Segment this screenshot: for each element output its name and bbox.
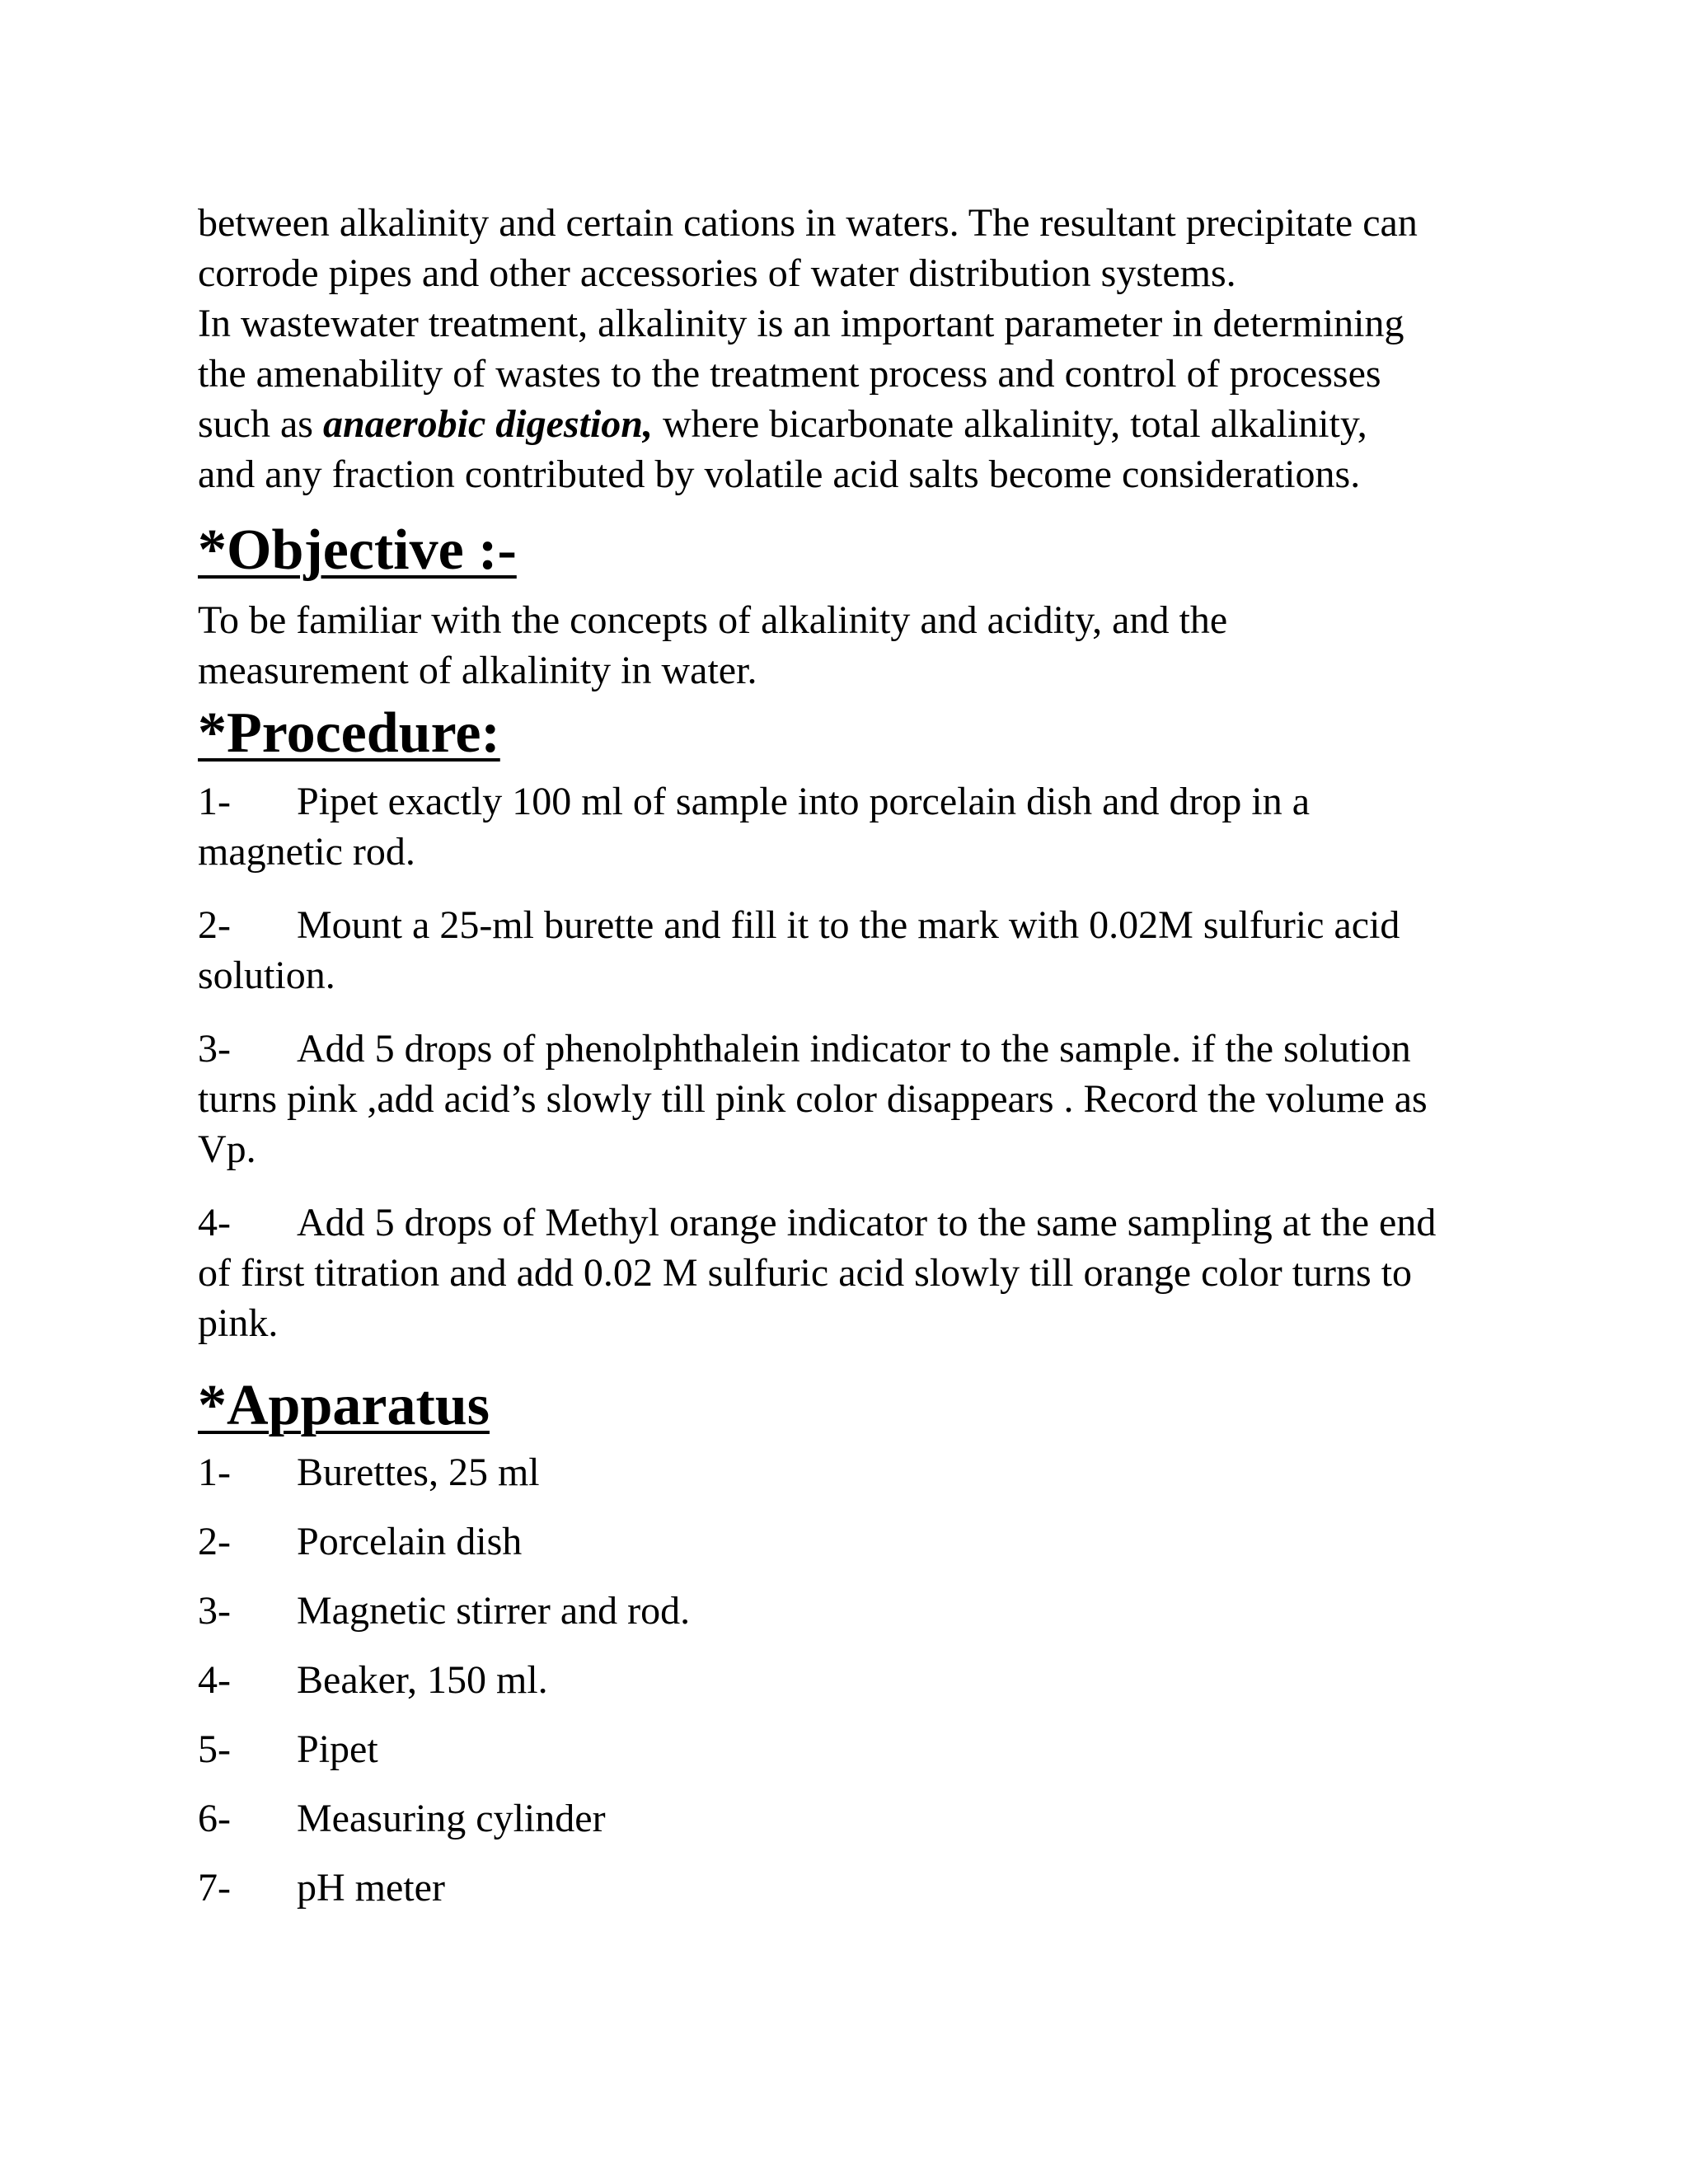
intro-line: and any fraction contributed by volatile acid salts become considerations. <box>198 452 1361 496</box>
procedure-step <box>198 1024 1517 1174</box>
step-text: turns pink ,add acid’s slowly till pink color disappears . Record the volume as <box>198 1077 1428 1121</box>
intro-line: In wastewater treatment, alkalinity is an important parameter in determining <box>198 302 1404 345</box>
item-number: 2- <box>198 1520 231 1563</box>
procedure-steps <box>198 776 1517 1348</box>
step-text: solution. <box>198 954 335 997</box>
item-text: Beaker, 150 ml. <box>297 1658 548 1702</box>
intro-line: the amenability of wastes to the treatment process and control of processes <box>198 352 1381 396</box>
item-text: Pipet <box>297 1727 378 1771</box>
objective-line: measurement of alkalinity in water. <box>198 649 757 692</box>
item-number: 6- <box>198 1797 231 1840</box>
emphasis-term: anaerobic digestion, <box>322 402 653 446</box>
item-text: pH meter <box>297 1866 445 1910</box>
step-text: magnetic rod. <box>198 830 415 874</box>
item-number: 4- <box>198 1658 231 1702</box>
apparatus-item <box>198 1724 1517 1774</box>
step-number: 3- <box>198 1027 231 1071</box>
step-text: Add 5 drops of Methyl orange indicator to the same sampling at the end <box>297 1201 1437 1244</box>
objective-paragraph <box>198 595 1517 696</box>
procedure-heading: *Procedure: <box>198 701 500 765</box>
objective-heading: *Objective :- <box>198 518 517 582</box>
procedure-step <box>198 900 1517 1001</box>
item-number: 3- <box>198 1589 231 1633</box>
intro-line-prefix: such as <box>198 402 323 446</box>
apparatus-item <box>198 1655 1517 1705</box>
step-text: of first titration and add 0.02 M sulfuric acid slowly till orange color turns to <box>198 1251 1413 1295</box>
step-number: 1- <box>198 780 231 823</box>
apparatus-item <box>198 1516 1517 1567</box>
procedure-step <box>198 1197 1517 1348</box>
apparatus-item <box>198 1863 1517 1913</box>
item-number: 5- <box>198 1727 231 1771</box>
item-number: 1- <box>198 1451 231 1494</box>
item-text: Porcelain dish <box>297 1520 523 1563</box>
document-page <box>198 198 1517 1932</box>
step-text: Add 5 drops of phenolphthalein indicator to the sample. if the solution <box>297 1027 1411 1071</box>
step-text: Pipet exactly 100 ml of sample into porcelain dish and drop in a <box>297 780 1311 823</box>
step-number: 4- <box>198 1201 231 1244</box>
step-text: Mount a 25-ml burette and fill it to the mark with 0.02M sulfuric acid <box>297 903 1400 947</box>
apparatus-heading: *Apparatus <box>198 1374 490 1437</box>
step-text: Vp. <box>198 1127 256 1171</box>
item-text: Measuring cylinder <box>297 1797 606 1840</box>
apparatus-item <box>198 1447 1517 1497</box>
apparatus-list <box>198 1447 1517 1913</box>
item-text: Burettes, 25 ml <box>297 1451 540 1494</box>
procedure-step <box>198 776 1517 877</box>
item-text: Magnetic stirrer and rod. <box>297 1589 691 1633</box>
intro-line: corrode pipes and other accessories of water distribution systems. <box>198 251 1236 295</box>
step-number: 2- <box>198 903 231 947</box>
intro-line-suffix: where bicarbonate alkalinity, total alkalinity, <box>652 402 1367 446</box>
item-number: 7- <box>198 1866 231 1910</box>
intro-paragraph <box>198 198 1517 499</box>
objective-line: To be familiar with the concepts of alkalinity and acidity, and the <box>198 598 1228 642</box>
intro-line: between alkalinity and certain cations in waters. The resultant precipitate can <box>198 201 1418 245</box>
apparatus-item <box>198 1586 1517 1636</box>
step-text: pink. <box>198 1301 279 1345</box>
apparatus-item <box>198 1793 1517 1844</box>
